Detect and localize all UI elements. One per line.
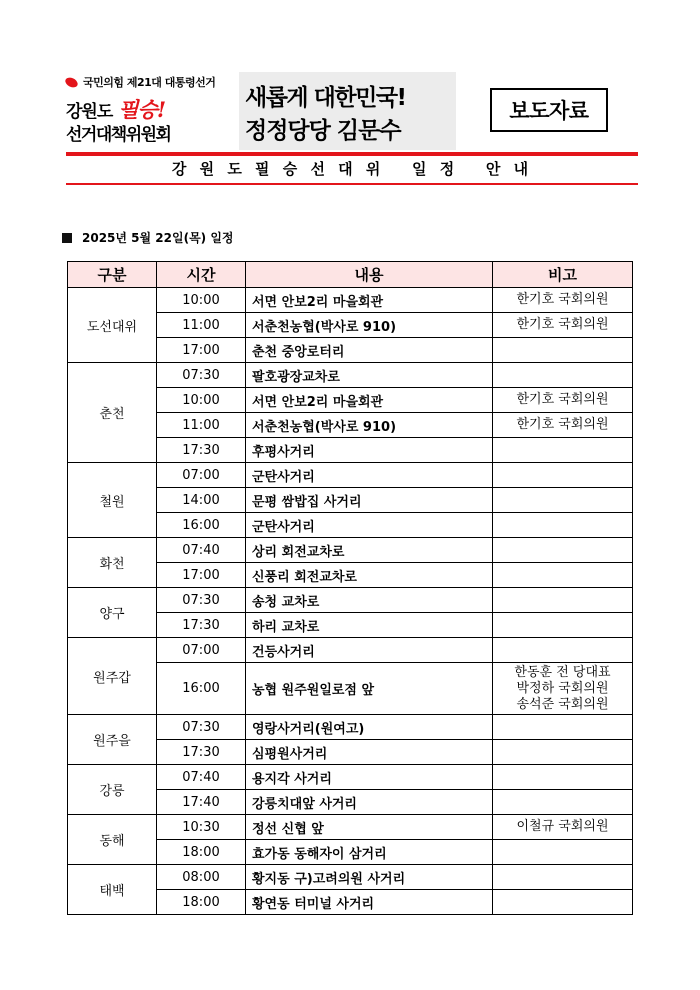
content-cell: 후평사거리 [246,438,493,463]
table-row [68,463,633,488]
org-name-line3: 선거대책위원회 [66,125,171,145]
content-cell: 팔호광장교차로 [246,363,493,388]
party-mark-icon [64,75,78,89]
content-cell: 효가동 동해자이 삼거리 [246,840,493,865]
header-region: 구분 [68,262,157,288]
schedule-date-text: 2025년 5월 22일(목) 일정 [82,231,234,245]
header-rule-top [66,152,638,156]
region-cell: 도선대위 [68,288,157,363]
content-cell: 용지각 사거리 [246,765,493,790]
note-cell [493,890,633,915]
note-line: 한기호 국회의원 [516,317,609,332]
time-cell: 10:30 [157,815,246,840]
note-cell [493,513,633,538]
content-cell: 강릉치대앞 사거리 [246,790,493,815]
document-header [66,72,638,152]
region-cell: 강릉 [68,765,157,815]
table-row [68,588,633,613]
campaign-slogan [239,72,456,150]
table-row [68,715,633,740]
note-cell [493,588,633,613]
note-line: 한기호 국회의원 [516,392,609,407]
time-cell: 17:30 [157,438,246,463]
time-cell: 17:40 [157,790,246,815]
note-cell [493,715,633,740]
header-note: 비고 [493,262,633,288]
time-cell: 07:00 [157,463,246,488]
note-cell [493,338,633,363]
note-cell [493,815,633,840]
note-cell [493,663,633,715]
time-cell: 07:30 [157,363,246,388]
time-cell: 14:00 [157,488,246,513]
time-cell: 16:00 [157,663,246,715]
header-rule-bottom [66,183,638,185]
time-cell: 17:00 [157,338,246,363]
table-row [68,363,633,388]
content-cell: 하리 교차로 [246,613,493,638]
note-cell [493,563,633,588]
content-cell: 영랑사거리(원여고) [246,715,493,740]
org-accent: 필승! [118,97,166,122]
content-cell: 군탄사거리 [246,513,493,538]
content-cell: 농협 원주원일로점 앞 [246,663,493,715]
time-cell: 07:40 [157,538,246,563]
content-cell: 황연동 터미널 사거리 [246,890,493,915]
region-cell: 철원 [68,463,157,538]
content-cell: 황지동 구)고려의원 사거리 [246,865,493,890]
schedule-date [62,229,234,246]
note-cell [493,413,633,438]
content-cell: 서면 안보2리 마을회관 [246,288,493,313]
table-header-row [68,262,633,288]
table-row [68,288,633,313]
time-cell: 07:40 [157,765,246,790]
note-cell [493,288,633,313]
note-cell [493,463,633,488]
note-cell [493,865,633,890]
content-cell: 건등사거리 [246,638,493,663]
note-line: 송석준 국회의원 [516,696,609,712]
bullet-square-icon [62,233,72,243]
content-cell: 정선 신협 앞 [246,815,493,840]
time-cell: 11:00 [157,413,246,438]
note-cell [493,840,633,865]
header-content: 내용 [246,262,493,288]
note-cell [493,388,633,413]
table-row [68,765,633,790]
note-cell [493,740,633,765]
note-line: 이철규 국회의원 [516,819,609,834]
time-cell: 18:00 [157,840,246,865]
note-cell [493,765,633,790]
slogan-line2: 정정당당 김문수 [245,118,401,144]
table-row [68,865,633,890]
press-release-label: 보도자료 [490,88,608,132]
organization-logo [66,72,236,152]
time-cell: 10:00 [157,388,246,413]
content-cell: 송청 교차로 [246,588,493,613]
region-cell: 원주갑 [68,638,157,715]
table-row [68,538,633,563]
table-row [68,638,633,663]
region-cell: 동해 [68,815,157,865]
note-line: 한기호 국회의원 [516,292,609,307]
note-cell [493,638,633,663]
note-cell [493,613,633,638]
note-line: 한기호 국회의원 [516,417,609,432]
note-line: 한동훈 전 당대표 [514,664,611,680]
region-cell: 원주을 [68,715,157,765]
region-cell: 태백 [68,865,157,915]
region-cell: 춘천 [68,363,157,463]
party-line: 국민의힘 제21대 대통령선거 [83,76,216,89]
time-cell: 08:00 [157,865,246,890]
slogan-line1: 새롭게 대한민국! [245,85,406,111]
content-cell: 상리 회전교차로 [246,538,493,563]
document-subtitle: 강 원 도 필 승 선 대 위 일 정 안 내 [171,160,533,178]
note-cell [493,313,633,338]
note-cell [493,790,633,815]
time-cell: 16:00 [157,513,246,538]
time-cell: 17:30 [157,613,246,638]
time-cell: 07:30 [157,588,246,613]
time-cell: 18:00 [157,890,246,915]
content-cell: 군탄사거리 [246,463,493,488]
time-cell: 11:00 [157,313,246,338]
time-cell: 17:30 [157,740,246,765]
note-cell [493,438,633,463]
region-cell: 양구 [68,588,157,638]
content-cell: 신풍리 회전교차로 [246,563,493,588]
header-time: 시간 [157,262,246,288]
time-cell: 07:00 [157,638,246,663]
region-cell: 화천 [68,538,157,588]
note-cell [493,488,633,513]
table-row [68,815,633,840]
content-cell: 서춘천농협(박사로 910) [246,413,493,438]
time-cell: 07:30 [157,715,246,740]
note-cell [493,538,633,563]
schedule-table [67,261,633,915]
content-cell: 서춘천농협(박사로 910) [246,313,493,338]
note-line: 박정하 국회의원 [516,680,609,696]
org-region: 강원도 [66,102,113,122]
content-cell: 문평 쌈밥집 사거리 [246,488,493,513]
schedule-table-body [68,288,633,915]
note-cell [493,363,633,388]
time-cell: 10:00 [157,288,246,313]
content-cell: 서면 안보2리 마을회관 [246,388,493,413]
time-cell: 17:00 [157,563,246,588]
content-cell: 심평원사거리 [246,740,493,765]
content-cell: 춘천 중앙로터리 [246,338,493,363]
